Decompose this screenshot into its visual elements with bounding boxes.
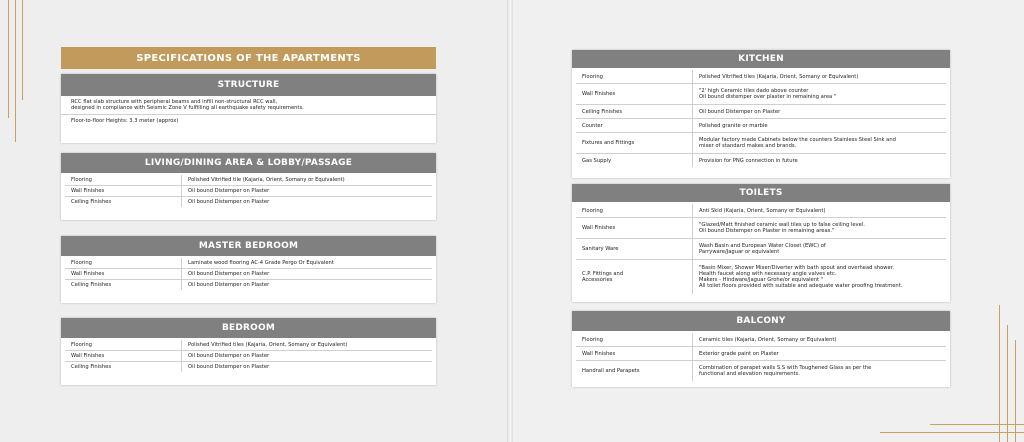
- master-bedroom-card: [61, 236, 436, 303]
- spec-row: [576, 70, 946, 84]
- spec-value: Oil bound Distemper on Plaster: [188, 282, 270, 288]
- spec-value: Polished Vitrified tile (Kajaria, Orient, Somany or Equivalent): [188, 177, 345, 183]
- spec-value: Polished Vitrified tiles (Kajaria, Orient, Somany or Equivalent): [188, 342, 348, 348]
- spec-label: Sanitary Ware: [576, 239, 693, 259]
- spec-row: [576, 333, 946, 347]
- living-dining-card: [61, 153, 436, 220]
- spec-row: [576, 105, 946, 119]
- gold-line-decoration: [1015, 340, 1016, 442]
- spec-row: [576, 119, 946, 133]
- spec-label: Counter: [576, 119, 693, 132]
- spec-label: Flooring: [576, 70, 693, 83]
- spec-label: Ceiling Finishes: [576, 105, 693, 118]
- spec-row: [576, 361, 946, 381]
- spec-value: Oil bound Distemper on Plaster: [699, 108, 781, 115]
- spec-label: Wall Finishes: [576, 84, 693, 104]
- spec-row: [576, 154, 946, 167]
- spec-label: Wall Finishes: [576, 218, 693, 238]
- spec-value: Wash Basin and European Water Closet (EWC) of Parryware/Jaguar or equivalent: [699, 243, 826, 255]
- spec-row: [576, 84, 946, 105]
- bedroom-card: [61, 318, 436, 385]
- gold-line-decoration: [880, 432, 1024, 433]
- spec-label: Flooring: [65, 175, 182, 185]
- spec-value: Oil bound Distemper on Plaster: [188, 199, 270, 205]
- spec-value: Modular factory made Cabinets below the counters Stainless Steel Sink and mixer of standard makes and brands.: [699, 137, 896, 149]
- toilets-card: [572, 184, 950, 302]
- spec-value: Combination of parapet walls S.S with Toughened Glass as per the functional and elevation requirements.: [699, 365, 872, 377]
- spec-label: C.P. Fittings and Accessories: [576, 260, 693, 294]
- spec-row: [576, 347, 946, 361]
- spec-row: [65, 280, 432, 290]
- spec-label: Fixtures and Fittings: [576, 133, 693, 153]
- spec-label: Ceiling Finishes: [65, 280, 182, 290]
- spec-value: "Basin Mixer, Shower Mixer/Diverter with bath spout and overhead shower. Health faucet along with necessary angle valves etc. Makers - Hindware/Jaguar Grohe/or equivalent " All toilet floors provided with suitable and adequate water proofing treatment.: [699, 265, 903, 289]
- spec-label: Ceiling Finishes: [65, 362, 182, 372]
- spec-label: Wall Finishes: [65, 269, 182, 279]
- spec-value: Provision for PNG connection in future: [699, 157, 798, 164]
- spec-value: Laminate wood flooring AC-4 Grade Pergo Or Equivalent: [188, 260, 334, 266]
- bedroom-heading: BEDROOM: [61, 318, 436, 338]
- spec-value: Ceramic tiles (Kajaria, Orient, Somany or Equivalent): [699, 336, 837, 343]
- spec-row: [576, 133, 946, 154]
- gold-line-decoration: [15, 0, 16, 142]
- spec-label: Flooring: [65, 340, 182, 350]
- spec-label: Flooring: [65, 258, 182, 268]
- spec-row: [65, 340, 432, 351]
- spec-value: Oil bound Distemper on Plaster: [188, 364, 270, 370]
- spec-value: "Glazed/Matt finished ceramic wall tiles up to false ceiling level. Oil bound Distemper on Plaster in remaining areas.": [699, 222, 865, 234]
- spec-row: [576, 260, 946, 294]
- spec-label: Handrail and Parapets: [576, 361, 693, 381]
- floor-height-text: Floor-to-floor Heights: 3.3 meter (approx): [71, 118, 179, 125]
- spec-row: [65, 269, 432, 280]
- spec-row: [65, 175, 432, 186]
- gold-line-decoration: [999, 305, 1000, 442]
- page-title: SPECIFICATIONS OF THE APARTMENTS: [61, 47, 436, 69]
- spec-row: [65, 186, 432, 197]
- spec-value: Polished granite or marble: [699, 122, 768, 129]
- spec-value: Anti Skid (Kajaria, Orient, Somany or Equivalent): [699, 207, 826, 214]
- spec-value: Oil bound Distemper on Plaster: [188, 353, 270, 359]
- spec-row: [65, 351, 432, 362]
- spec-label: Wall Finishes: [65, 186, 182, 196]
- spec-label: Wall Finishes: [576, 347, 693, 360]
- spec-value: "2' high Ceramic tiles dado above counter Oil bound distemper over plaster in remaining area ": [699, 88, 837, 100]
- balcony-heading: BALCONY: [572, 311, 950, 331]
- spec-row: [576, 218, 946, 239]
- spec-label: Flooring: [576, 333, 693, 346]
- spec-value: Polished Vitrified tiles (Kajaria, Orient, Somany or Equivalent): [699, 73, 859, 80]
- spec-value: Oil bound Distemper on Plaster: [188, 188, 270, 194]
- structure-heading: STRUCTURE: [61, 74, 436, 96]
- spec-row: [65, 197, 432, 207]
- spec-label: Gas Supply: [576, 154, 693, 167]
- spec-value: Exterior grade paint on Plaster: [699, 350, 779, 357]
- spec-label: Flooring: [576, 204, 693, 217]
- living-dining-heading: LIVING/DINING AREA & LOBBY/PASSAGE: [61, 153, 436, 173]
- toilets-heading: TOILETS: [572, 184, 950, 202]
- balcony-card: [572, 311, 950, 387]
- kitchen-heading: KITCHEN: [572, 50, 950, 68]
- gold-line-decoration: [930, 424, 1024, 425]
- spec-row: [65, 362, 432, 372]
- spec-row: [65, 258, 432, 269]
- spec-row: [576, 204, 946, 218]
- spec-label: Ceiling Finishes: [65, 197, 182, 207]
- gold-line-decoration: [22, 0, 23, 100]
- structure-card: [61, 74, 436, 143]
- spec-label: Wall Finishes: [65, 351, 182, 361]
- spec-value: Oil bound Distemper on Plaster: [188, 271, 270, 277]
- kitchen-card: [572, 50, 950, 178]
- spec-row: [576, 239, 946, 260]
- page-fold: [507, 0, 513, 442]
- master-bedroom-heading: MASTER BEDROOM: [61, 236, 436, 256]
- gold-line-decoration: [8, 0, 9, 118]
- structure-description: RCC flat slab structure with peripheral beams and infill non-structural RCC wall, designed in compliance with Seismic Zone V fulfilling all earthquake safety requirements.: [61, 96, 436, 115]
